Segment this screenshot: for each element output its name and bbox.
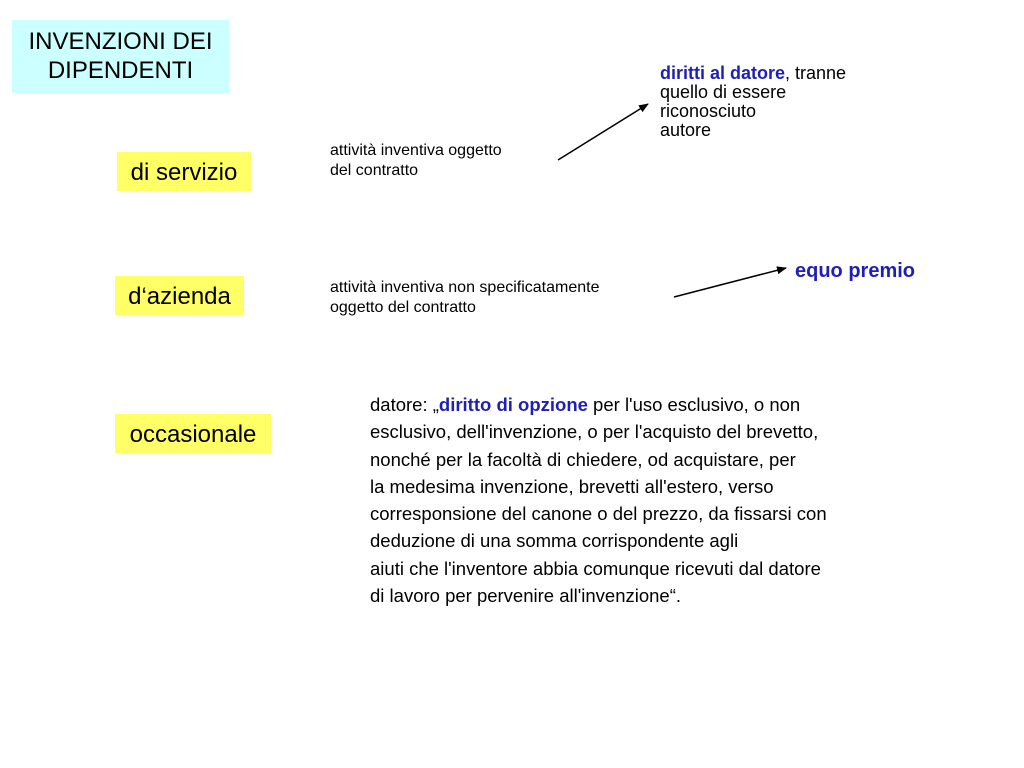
servizio-result-bold: diritti al datore [660, 63, 786, 83]
title-line-2: DIPENDENTI [47, 57, 194, 84]
occasionale-line-4: la medesima invenzione, brevetti all'estero, verso [370, 475, 774, 497]
occasionale-line-5: corresponsione del canone o del prezzo, da fissarsi con [370, 503, 827, 525]
arrow-azienda [674, 268, 786, 297]
category-servizio: di servizio [117, 152, 251, 191]
servizio-result [660, 64, 910, 140]
arrow-servizio [558, 104, 648, 160]
servizio-result-line-4: autore [660, 120, 712, 140]
category-occasionale: occasionale [115, 414, 271, 453]
title-box [12, 20, 229, 93]
servizio-result-line-2: quello di essere [660, 82, 787, 102]
category-azienda: d‘azienda [115, 276, 244, 315]
servizio-result-line-3: riconosciuto [660, 101, 757, 121]
occasionale-line-6: deduzione di una somma corrispondente agli [370, 530, 739, 552]
title-line-1: INVENZIONI DEI [28, 28, 213, 55]
servizio-result-rest: , tranne [785, 63, 847, 83]
occasionale-line-8: di lavoro per pervenire all'invenzione“. [370, 585, 682, 607]
servizio-description [330, 141, 560, 181]
occasionale-text [370, 391, 950, 609]
servizio-description-line-2: del contratto [330, 162, 419, 179]
occasionale-line-7: aiuti che l'inventore abbia comunque ricevuti dal datore [370, 557, 821, 579]
servizio-description-line-1: attività inventiva oggetto [330, 142, 502, 159]
azienda-description-line-2: oggetto del contratto [330, 299, 476, 316]
occasionale-line-1: per l'uso esclusivo, o non [587, 394, 801, 415]
occasionale-line-2: esclusivo, dell'invenzione, o per l'acquisto del brevetto, [370, 421, 819, 443]
azienda-description-line-1: attività inventiva non specificatamente [330, 279, 600, 296]
azienda-result: equo premio [795, 260, 916, 282]
occasionale-bold: diritto di opzione [438, 394, 588, 415]
azienda-description [330, 278, 675, 318]
occasionale-line-3: nonché per la facoltà di chiedere, od acquistare, per [370, 448, 796, 470]
occasionale-prefix: datore: „ [370, 394, 439, 415]
